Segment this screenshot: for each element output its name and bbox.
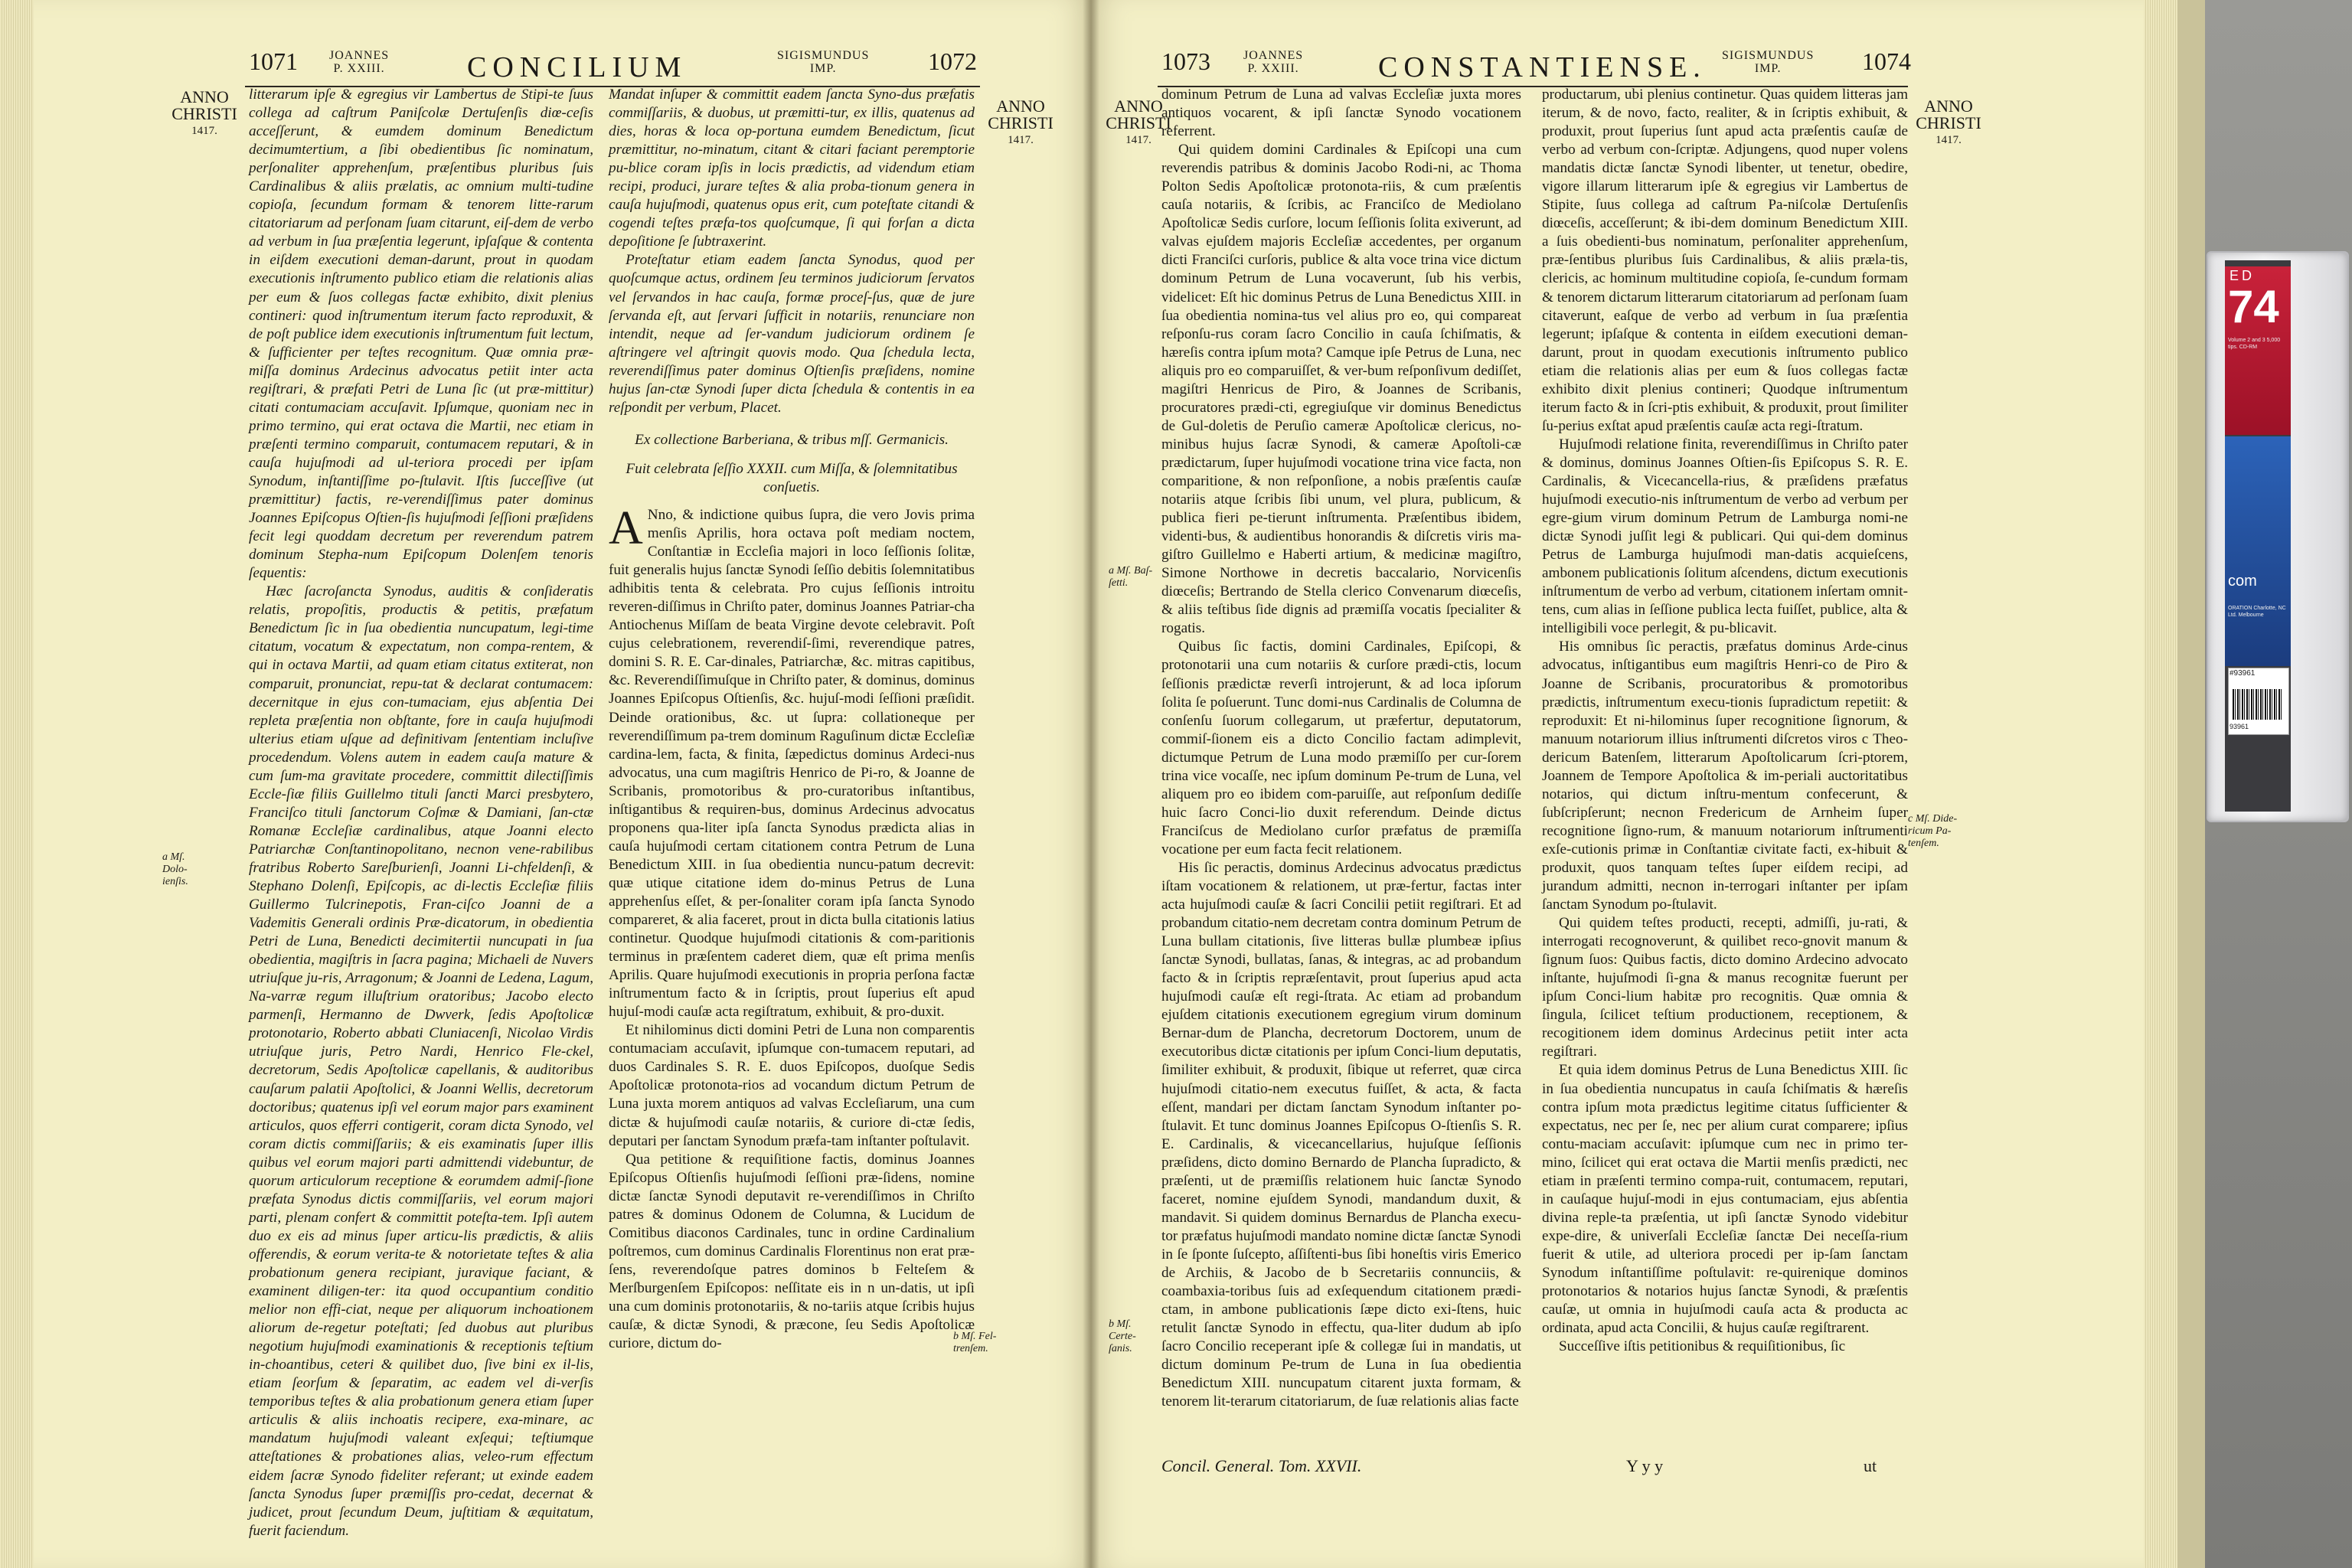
left-col2-paragraph-2: Proteſtatur etiam eadem ſancta Synodus, quod per quoſcumque actus, ordinem ſeu terminos judiciorum ſervatos vel ſervandos in hac cauſa, formæ proceſ-ſus, quæ de jure ſervanda eſt, aut ſervari ſufficit in notariis, renunciare non intendit, neque ad ſer-vandum judiciorum ordinem ſe aſtringere vel aſtringit quovis modo. Qua ſchedula lecta, reverendiſſimus pater dominus Oſtienſis præſidens, nomine hujus ſan-ctæ Synodi ſuper dicta ſchedula & contentis in ea reſpondit per verbum, Placet. <box>609 252 975 416</box>
right-page <box>1090 0 2177 1568</box>
right-margin-anno-left-text: ANNO CHRISTI <box>1106 96 1171 132</box>
right-col1-paragraph-4: His ſic peractis, dominus Ardecinus advocatus prædictus iſtam vocationem & relationem, ut præ-fertur, factas inter acta hujuſmodi cauſæ & ſacri Concilii petiit regiſtrari. Et ad probandum citatio-nem decretam contra dominum Petrum de Luna bullam citationis, ſive litteras bullæ plumbeæ ipſius ſanctæ Synodi, bullatas, ſanas, & integras, ac ad probandum facto & in ſcriptis repræſentavit, prout ſuperius apud acta hujuſmodi cauſæ eſt regi-ſtrata. Ac etiam ad probandum ejuſdem citationis executionem egregium virum dominum Bernar-dum de Plancha, decretorum Doctorem, unum de executoribus dictæ citationis per ipſum Conci-lium deputatis, ſimiliter exhibuit, & produxit, ſibique ut referret, quæ circa hujuſmodi citatio-nem executus fuiſſet, & acta, & facta eſſent, mandari per dictam ſanctam Synodum inſtanter po-ſtulavit. Et tunc dominus Joannes Epiſcopus O-ſtienſis S. R. E. Cardinalis, & vicecancellarius, hujuſque ſeſſionis præſidens, dicto domino Bernardo de Plancha ſupradicto, & præſenti, ut de præmiſſis relationem huic ſanctæ Synodo faceret, nomine ejuſdem Synodi, mandandum duxit, & mandavit. Si quidem dominus Bernardus de Plancha execu-tor præfatus hujuſmodi mandato nomine dictæ ſanctæ Synodi in ſe ſponte ſuſcepto, aſſiſtenti-bus ſibi honeſtis viris Emerico de Archiis, & Jacobo de b Secretariis connunciis, & coambaxia-toribus ſuis ad exſequendum citationem prædi-ctam, in ambone publicationis ſæpe dicto exi-ſtens, huic retulit ſanctæ Synodo in effectu, qua-liter dudum ab ipſo ſacro Concilio receperant ipſe & collegæ ſui in mandatis, ut dictum dominum Pe-trum de Luna in ſua obedientia Benedictum XIII. nuncupatum citarent juxta formam, & tenorem lit-terarum citatoriarum, de ſuæ relationis alias facte <box>1161 859 1521 1410</box>
left-col2-heading-1: Ex collectione Barberiana, & tribus mſſ. Germanicis. <box>635 431 949 448</box>
left-col2-paragraph-4: Et nihilominus dicti domini Petri de Luna non comparentis contumaciam accuſavit, ipſumque con-tumacem reputari, ad duos Cardinales S. R. E. duos Epiſcopos, duoſque Sedis Apoſtolicæ protonota-rios ad vocandum dictum Petrum de Luna juxta morem antiquos ad valvas Eccleſiarum, una cum dictæ & hujuſmodi cauſæ notariis, & curiore di-ctæ ſedis, deputari per ſanctam Synodum præfa-tam inſtanter poſtulavit. <box>609 1022 975 1149</box>
right-page-edge <box>2144 0 2177 1568</box>
left-page-number-1: 1071 <box>249 47 298 75</box>
right-margin-anno-right-year: 1417. <box>1936 134 1962 146</box>
left-col2-session-paragraph <box>609 501 975 1021</box>
left-pope-sub: P. XXIII. <box>333 62 385 75</box>
right-col2-paragraph-6: Succeſſive iſtis petitionibus & requiſitionibus, ſic <box>1559 1338 1846 1355</box>
right-col2-paragraph-1: productarum, ubi plenius continetur. Quas quidem litteras jam iterum, & de novo, facto, realiter, & in ſcriptis exhibuit, & produxit, prout ſuperius ſunt apud acta præſentis cauſæ de verbo ad verbum con-ſcriptæ. Adjungens, quod nuper volens mandatis dictæ ſanctæ Synodi libenter, ut tenetur, obedire, vigore illarum litterarum ipſe & egregius vir Lambertus de Stipite, ſuus collega ad caſtrum Pa-niſcolæ Dertuſenſis diœceſis, acceſſerunt; & ibi-dem dominum Benedictum XIII. a ſuis obedienti-bus nominatum, perſonaliter apprehenſum, præ-ſentibus pluribus ſuis Cardinalibus, & aliis præla-tis, clericis, ac hominum multitudine copioſa, ſe-cundum formam & tenorem dictarum litterarum citatoriarum ad perſonam ſuam citaverunt, eaſque de verbo ad verbum in ſua præſentia legerunt; ipſaſque & contenta in eiſdem executioni deman-darunt, prout in quodam executionis inſtrumento publico etiam die relationis alias per eum & ſuos collegas factæ exhibito dixit plenius contineri; Quodque inſtrumentum iterum facto & in ſcri-ptis exhibuit, & produxit, prout ſimiliter ſu-perius exſtat apud præſentis cauſæ acta regi-ſtratum. <box>1542 87 1908 434</box>
left-margin-anno <box>170 89 239 139</box>
right-margin-anno-right-text: ANNO CHRISTI <box>1916 96 1981 132</box>
left-col2-paragraph-1: Mandat inſuper & committit eadem ſancta Syno-dus præfatis commiſſariis, & duobus, ut præmitti-tur, ex illis, quatenus ad dies, horas & loca op-portuna eumdem Benedictum, ſicut præmittitur, no-minatum, citant & citari faciant peremptorie pu-blice coram ipſis in locis prædictis, ad videndum etiam recipi, produci, jurare teſtes & alia proba-tionum genera in cauſa hujuſmodi, quatenus opus erit, cum poteſtate citandi & cogendi teſtes præfa-tos quoſcumque, ſi qui forſan a dicta depoſitione ſe ſubtraxerint. <box>609 87 975 250</box>
dvd-blue-band <box>2225 436 2291 666</box>
right-footer-volume: Concil. General. Tom. XXVII. <box>1161 1456 1362 1475</box>
right-col2-paragraph-3: His omnibus ſic peractis, præfatus dominus Arde-cinus advocatus, inſtigantibus eum magiſtris Henri-co de Piro & Joanne de Scribanis, procuratoribus & promotoribus prædictis, inſtrumentum execu-tionis ſupradictum repetiit: & reproduxit: Et ni-hilominus ſuper recognitione ſignorum, & manuum notariorum illius inſtrumenti diſcretos viros c Theo-dericum Batenſem, litterarum Apoſtolicarum ſcri-ptorem, Joannem de Tempore Apoſtolica & im-periali auctoritatibus notarios, qui dictum inſtru-mentum confecerunt, & ſubſcripſerunt; necnon Fredericum de Arnheim ſuper recognitione ſigno-rum, & manuum notariorum inſtrumenti exſe-cutionis primæ in Conſtantiæ civitate facti, ex-hibuit & produxit, quos tanquam teſtes ſuper eiſdem recipi, ad jurandum admitti, necnon in-terrogari inſtanter per ipſam ſanctam Synodum po-ſtulavit. <box>1542 639 1908 913</box>
right-margin-anno-right <box>1914 98 1983 149</box>
left-col2-paragraph-5: Qua petitione & requiſitione factis, dominus Joannes Epiſcopus Oſtienſis hujuſmodi ſeſſioni præ-ſidens, nomine dictæ ſanctæ Synodi deputavit re-verendiſſimos in Chriſto patres & dominus Odonem de Columna, & Lucidum de Comitibus diaconos Cardinales, tunc in ordine Cardinalium poſtremos, cum dominus Cardinalis Florentinus non erat præ-ſens, reverendoſque patres dominos b Felteſem & Merſburgenſem Epiſcopos: neſſitate eis in n un-datis, ut ipſi una cum dominis protonotariis, & no-tariis atque ſcribis hujus cauſæ, & dictæ Synodi, & præcone, ſeu Sedis Apoſtolicæ curiore, dictum do- <box>609 1151 975 1352</box>
left-col2-heading-2: Fuit celebrata ſeſſio XXXII. cum Miſſa, & ſolemnitatibus conſuetis. <box>626 460 958 495</box>
left-col1-paragraph-2: Hæc ſacroſancta Synodus, auditis & conſideratis relatis, propoſitis, productis & petitis, præfatum Benedictum ſic in ſua obedientia nuncupatum, legi-time citatum, vocatum & expectatum, non compa-rentem, & qui in octava Martii, ad quam etiam citatus extiterat, non comparuit, pronunciat, repu-tat & declarat contumacem: decernitque in ejus con-tumaciam, ejus abſentia Dei repleta præſentia non obſtante, fore in cauſa hujuſmodi ulterius etiam uſque ad definitivam ſententiam incluſive procedendum. Volens autem in eadem cauſa mature & cum ſum-ma gravitate procedere, committit dilectiſſimis Eccle-ſiæ filiis Guillelmo tituli ſancti Marci presbytero, Franciſco tituli ſanctorum Coſmæ & Damiani, ſan-ctæ Romanæ Eccleſiæ cardinalibus, atque Joanni electo Patriarchæ Conſtantinopolitano, necnon vene-rabilibus fratribus Roberto Sareſburienſi, Joanni Li-chfeldenſi, & Stephano Dolenſi, Epiſcopis, ac di-lectis Eccleſiæ filiis Guillermo Tulcrinepotis, Fran-ciſco Joanni de a Vademitis Generali ordinis Præ-dicatorum, in obedientia Petri de Luna, Benedicti decimitertii nuncupati in ſua obedientia, magiſtris in ſacra pagina; Michaeli de Nuvers utriuſque ju-ris, Arragonum; & Joanni de Ledena, Lagum, Na-varræ regum illuſtrium oratoribus; Jacobo electo parmenſi, Hermanno de Dwverk, ſedis Apoſtolicæ protonotario, Roberto abbati Cluniacenſi, Nicolao Virdis utriuſque juris, Petro Nardi, Henrico Fle-ckel, decretorum, Sedis Apoſtolicæ capellanis, & auditoribus cauſarum palatii Apoſtolici, & Joanni Wellis, decretorum doctoribus; quatenus ipſi vel eorum major pars examinent articulos, quos efferri contigerit, coram dicta Synodo, vel coram dictis commiſſariis; & eis examinatis ſuper illis quibus vel eorum majori parti admittendi videbuntur, de quorum articulorum receptione & eorumdem admiſ-ſione præfata Synodus dictis commiſſariis, vel eorum majori parti, plenam confert & committit poteſta-tem. Ipſi autem duo ex eis ad minus ſuper articu-lis prædictis, & aliis offerendis, & eorum verita-te & notorietate teſtes & alia probationum genera recipiant, juravique faciant, & examinent diligen-ter: ita quod occupantium conditio melior non effi-ciat, neque per aliquorum inchoationem aliorum de-regetur poteſtati; ſed duobus aut pluribus negotium hujuſmodi examinationis & receptionis teſtium in-choantibus, ceteri & quilibet duo, ſive bini ex il-lis, etiam ſeorſum & ſeparatim, ac eadem vel di-verſis temporibus teſtes & alia probationum genera etiam ſuper articulis & aliis inchoatis recipere, exa-minare, ac mandatum hujuſmodi valeant exſequi; teſtiumque atteſtationes & probationes alias, veleo-rum effectum eidem ſacræ Synodo fideliter referant; ut exinde eadem ſancta Synodus ſuper præmiſſis pro-cedat, decernat & judicet, prout ſecundum Deum, juſtitiam & æquitatum, fuerit faciendum. <box>249 583 593 1539</box>
barcode-icon <box>2233 689 2282 720</box>
right-margin-anno-left-year: 1417. <box>1125 134 1152 146</box>
right-pope-name: JOANNES <box>1243 49 1304 62</box>
right-signature-mark: Y y y <box>1626 1456 1664 1475</box>
dvd-code-top: #93961 <box>2230 669 2256 678</box>
left-margin-anno-right-text: ANNO CHRISTI <box>988 96 1054 132</box>
right-col1-paragraph-2: Qui quidem domini Cardinales & Epiſcopi una cum reverendis patribus & dominis Jacobo Rodi-ni, ac Thoma Polton Sedis Apoſtolicæ protonota-riis, & cum præſentis cauſa notariis, & ſcribis, ac Franciſco de Mediolano Apoſtolicæ Sedis curſore, locum ſeſſionis ſolita exiverunt, ad valvas ejuſdem majoris Eccleſiæ accedentes, per organum dicti Franciſci curſoris, publice & alta voce trina vice dictum dominum Petrum de Luna vocaverunt, ſub his verbis, videlicet: Eſt hic dominus Petrus de Luna Benedictus XIII. in ſua obedientia nomina-tus vel alius pro eo, qui compareat reſponſu-rus coram ſacro Concilio in cauſa ſchiſmatis, & hæreſis contra ipſum mota? Camque ipſe Petrus de Luna, nec aliquis pro eo comparuiſſet, & ver-bum reſponſivum dediſſet, magiſtri Henricus de Piro, & Joannes de Scribanis, procuratores prædi-cti, egregiuſque vir dominus Benedictus de Gul-doletis de Peruſio cameræ Apoſtolicæ clericus, no-minibus hujus ſacræ Synodi, & cameræ Apoſtoli-cæ prædictarum, ſuper hujuſmodi vocatione trina vice facta, non comparitione, & non reſponſione, a nobis præſentis cauſæ notariis atque ſcribis ſibi unum, vel plura, publicum, & publica fieri pe-tierunt inſtrumenta. Præſentibus ibidem, videnti-bus, & audientibus honorandis & diſcretis viris ma-giſtro Guillelmo e Haberti artium, & medicinæ magiſtro, Simone Northowe in decretis baccalario, Norvicenſis diœceſis; Bertrando de Stella clerico Convenarum diœceſis, & aliis teſtibus ſide dignis ad præmiſſa vocatis ſpecialiter & rogatis. <box>1161 142 1521 637</box>
left-emperor-sub: IMP. <box>809 62 837 75</box>
left-page-number-2: 1072 <box>928 47 977 75</box>
dvd-com-text: com <box>2228 573 2257 590</box>
right-side-note-a: a Mſ. Baſ-ſetti. <box>1109 565 1153 589</box>
right-emperor-sub: IMP. <box>1754 62 1782 75</box>
right-col1-paragraph-3: Quibus ſic factis, domini Cardinales, Epiſcopi, & protonotarii una cum notariis & curſore prædi-ctis, locum ſeſſionis prædictæ reverſi introjerunt, & ad loca ipſorum ſolita ſe poſuerunt. Tunc domi-nus Cardinalis de Columna de conſenſu ſuorum collegarum, ut præfertur, deputatorum, commiſ-ſionem eis a dicto Concilio factam adimplevit, dictumque Petrum de Luna modo præmiſſo per cur-ſorem trina vice vocaſſe, nec ipſum dominum Pe-trum de Luna, vel aliquem pro eo ibidem com-paruiſſe, aut reſponſum dediſſe huic ſacro Conci-lio duxit referendum. Deinde dictus Franciſcus de Mediolano curſor præfatus de præmiſſa vocatione per eum facta fecit relationem. <box>1161 639 1521 858</box>
right-emperor-name: SIGISMUNDUS <box>1722 49 1815 62</box>
right-side-note-c: c Mſ. Dide-ricum Pa-tenſem. <box>1908 813 1958 849</box>
left-emperor-name: SIGISMUNDUS <box>777 49 870 62</box>
right-col1-paragraph-1: dominum Petrum de Luna ad valvas Eccleſiæ juxta mores antiquos vocarent, & ipſi ſanctæ Synodo vocationem referrent. <box>1161 87 1521 140</box>
right-catchword: ut <box>1864 1456 1877 1475</box>
left-col1-paragraph-1: litterarum ipſe & egregius vir Lambertus de Stipi-te ſuus collega ad caſtrum Paniſcolæ Dertuſenſis diœ-ceſis acceſſerunt, & eumdem dominum Benedictum decimumtertium, a ſibi obedientibus ſic nominatum, perſonaliter apprehenſum, præſentibus pluribus ſuis Cardinalibus & aliis prælatis, ac omnium multi-tudine copioſa, ſecundum formam & tenorem litte-rarum citatoriarum ad perſonam ſuam citarunt, eiſ-dem de verbo ad verbum in ſua præſentia legerunt, ipſaſque & contenta in eiſdem executioni deman-darunt, prout in quodam executionis inſtrumento publico etiam die relationis alias per eum & ſuos collegas factæ exhibito, dixit plenius contineri: quod inſtrumentum iterum facto reproduxit, & de poſt publice idem executionis inſtrumentum fuit lectum, & ſufficienter per teſtes recognitum. Quæ omnia præ-miſſa dominus Ardecinus advocatus petiit inter acta regiſtrari, & præfati Petri de Luna ſic (ut præ-mittitur) citati contumaciam accuſavit. Ipſumque, quoniam nec in primo termino, qui erat octava die Martii, nec etiam in præſenti termino comparuit, contumacem reputari, & in cauſa hujuſmodi ad ul-teriora procedi per ipſam Synodum, inſtantiſſime po-ſtulavit. Iſtis ſucceſſive (ut præmittitur) factis, re-verendiſſimus pater dominus Joannes Epiſcopus Oſtien-ſis hujuſmodi ſeſſioni præſidens fecit legi quoddam decretum per reverendum patrem dominum Stepha-num Epiſcopum Dolenſem tenoris ſequentis: <box>249 87 593 582</box>
dvd-tiny-text-2: ORATION Charlotte, NC Ltd. Melbourne <box>2228 606 2286 618</box>
left-page-edge <box>0 0 34 1568</box>
dvd-code-bottom: 93961 <box>2230 723 2249 730</box>
left-side-note-a: a Mſ. Dolo-ienſis. <box>162 851 188 887</box>
left-column-1 <box>249 86 593 1540</box>
left-margin-anno-right-year: 1417. <box>1008 134 1034 146</box>
left-column-2 <box>609 86 975 1353</box>
left-emperor-label <box>777 49 869 75</box>
book-gutter <box>1083 0 1099 1568</box>
right-col2-paragraph-5: Et quia idem dominus Petrus de Luna Benedictus XIII. ſic in ſua obedientia nuncupatus in cauſa ſchiſmatis & hæreſis contra ipſum mota prædictus legitime citatus ſufficienter & expectatus, nec per ſe, nec per alium curat comparere; ipſius contu-maciam accuſavit: ipſumque cum nec in primo ter-mino, ſcilicet qui erat octava die Martii menſis prædicti, nec etiam in præſenti termino compa-ruit, contumacem, reputari, in cauſaque hujuſ-modi in ejus contumaciam, ejus abſentia divina reple-ta præſentia, ut ipſi ſanctæ Synodo videbitur expe-dire, & univerſali Eccleſiæ ſanctæ Dei neceſſa-rium fuerit & utile, ad ulteriora procedi per ip-ſam ſanctam Synodum inſtantiſſime poſtulavit: re-quirenique dominos protonotarios & notarios hujus ſanctæ Synodi, & præſentis cauſæ, ut omnia in hujuſmodi cauſa acta & producta ac ordinata, apud acta Concilii, & hujus cauſæ regiſtrarent. <box>1542 1062 1908 1337</box>
right-pope-label <box>1243 49 1303 75</box>
right-col2-paragraph-2: Hujuſmodi relatione finita, reverendiſſimus in Chriſto pater & dominus, dominus Joannes Oſtien-ſis Epiſcopus S. R. E. Cardinalis, & Vicecancella-rius, & præſidens præfatus hujuſmodi executio-nis inſtrumentum de verbo ad verbum per egre-gium virum dominum Petrum de Lamburga nomi-ne dictæ Synodi juſſit legi & publicari. Qui qui-dem dominus Petrus de Lamburga hujuſmodi man-datis acquieſcens, ambonem publicationis ſolitum aſcendens, dictum executionis inſtrumentum de verbo ad verbum, citationem inſertam omnit-tens, cum alias in ſeſſione publica lecta fuiſſet, publice, alta & intelligibili voce perlegit, & pu-blicavit. <box>1542 436 1908 637</box>
right-emperor-label <box>1722 49 1814 75</box>
right-side-note-b: b Mſ. Certe-ſanis. <box>1109 1318 1136 1354</box>
left-margin-anno-right <box>986 98 1055 149</box>
left-pope-name: JOANNES <box>329 49 390 62</box>
right-pope-sub: P. XXIII. <box>1247 62 1299 75</box>
right-page-number-1: 1073 <box>1161 47 1210 75</box>
left-page <box>0 0 1090 1568</box>
right-col2-paragraph-4: Qui quidem teſtes producti, recepti, admiſſi, ju-rati, & interrogati recognoverunt, & quilibet reco-gnovit manum & ſignum ſuos: Quibus factis, dicto domino Ardecino advocato inſtante, hujuſmodi ſi-gna & manus recognitæ fuerunt per ipſum Conci-lium habitæ pro recognitis. Quæ omnia & ſingula, ſcilicet teſtium productionem, receptionem, & recogitionem idem dominus Ardecinus petiit inter acta regiſtrari. <box>1542 915 1908 1060</box>
dvd-small-label: ED <box>2230 268 2256 283</box>
left-margin-anno-year: 1417. <box>191 125 217 137</box>
left-side-note-b: b Mſ. Fel-trenſem. <box>953 1331 997 1354</box>
left-col2-session-text: Nno, & indictione quibus ſupra, die vero Jovis prima menſis Aprilis, hora octava poſt mediam noctem, Conſtantiæ in Eccleſia majori in loco ſeſſionis ſolitæ, fuit generalis hujus ſanctæ Synodi ſeſſio debitis ſolemnitatibus adhibitis tenta & celebrata. Pro cujus ſeſſionis introitu reveren-diſſimus in Chriſto pater, dominus Joannes Patriar-cha Antiochenus Miſſam de beata Virgine devote celebravit. Poſt cujus celebrationem, reverendiſ-ſimi, reverendique patres, domini S. R. E. Car-dinales, Patriarchæ, &c. mitras capitibus, &c. Reverendiſſimuſque in Chriſto pater, & dominus, dominus Joannes Epiſcopus Oſtienſis, &c. hujuſ-modi ſeſſioni præſidit. Deinde orationibus, &c. ut ſupra: collationeque per reverendiſſimum pa-trem dominum Raguſinum dictæ Eccleſiæ cardina-lem, facta, & finita, ſæpedictus dominus Ardeci-nus advocatus, una cum magiſtris Henrico de Pi-ro, & Joanne de Scribanis, promotoribus & pro-curatoribus inſtantibus, inſtigantibus & requiren-bus, dominus Ardecinus advocatus proponens qua-liter ipſa ſancta Synodus prædicta alias in cauſa hujuſmodi certam citationem contra Petrum de Luna Benedictum XIII. in ſua obedientia nuncu-patum decrevit: quæ utique citatione idem do-minus Petrus de Luna apprehenſus eſſet, & per-ſonaliter coram ipſa ſancta Synodo compareret, & alia faceret, prout in dicta bulla citationis latius continetur. Quodque hujuſmodi citationis & com-paritionis terminus in præſentem caderet diem, quæ eſt prima menſis Aprilis. Quare hujuſmodi executionis in propria perſona factæ inſtrumentum facto & in ſcriptis, prout ſuperius eſt apud hujuſ-modi cauſæ acta regiſtratum, exhibuit, & pro-duxit. <box>609 506 975 1021</box>
right-page-title: CONSTANTIENSE. <box>1378 51 1707 83</box>
left-margin-anno-text: ANNO CHRISTI <box>172 87 237 123</box>
dvd-number: 74 <box>2228 281 2279 332</box>
dropcap-letter: A <box>609 501 643 554</box>
right-column-2 <box>1542 86 1908 1356</box>
right-column-1 <box>1161 86 1521 1411</box>
right-page-number-2: 1074 <box>1862 47 1911 75</box>
left-pope-label <box>329 49 389 75</box>
dvd-tiny-text-1: Volume 2 and 3 5,000 tips. CD-RM <box>2228 338 2281 350</box>
left-page-title: CONCILIUM <box>467 51 688 83</box>
